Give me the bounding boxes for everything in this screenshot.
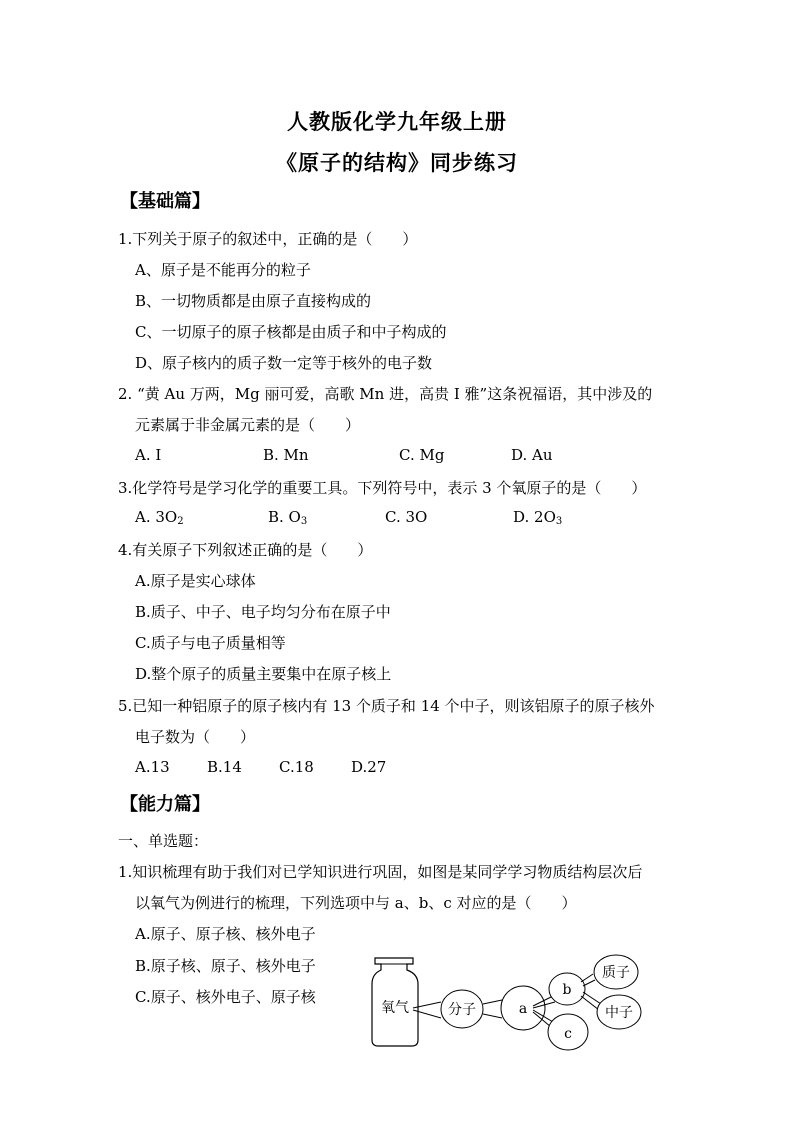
molecule-label: 分子: [448, 1002, 476, 1018]
basic-q1-option-b: B、一切物质都是由原子直接构成的: [135, 292, 372, 310]
basic-q2-option-d: D. Au: [511, 446, 553, 464]
basic-q4-stem: 4.有关原子下列叙述正确的是（ ）: [118, 541, 373, 559]
basic-q2-stem-line1: 2. “黄 Au 万两，Mg 丽可爱，高歌 Mn 进，高贵 I 雅”这条祝福语，其中涉及的: [118, 385, 653, 403]
neutron-label: 中子: [605, 1005, 633, 1021]
basic-q5-stem-line1: 5.已知一种铝原子的原子核内有 13 个质子和 14 个中子，则该铝原子的原子核外: [118, 697, 655, 715]
ability-section-heading: 【能力篇】: [120, 794, 210, 815]
connector-b-neutron-1: [581, 996, 599, 1010]
proton-label: 质子: [602, 965, 630, 981]
connector-molecule-a-top: [483, 1000, 502, 1004]
structure-diagram: [365, 952, 655, 1056]
basic-q4-option-d: D.整个原子的质量主要集中在原子核上: [135, 665, 392, 683]
basic-q5-option-b: B.14: [207, 758, 242, 776]
basic-q2-option-a: A. I: [135, 446, 162, 464]
basic-section-heading: 【基础篇】: [120, 191, 210, 212]
ability-q1-stem-line2: 以氧气为例进行的梳理，下列选项中与 a、b、c 对应的是（ ）: [135, 894, 577, 912]
ability-q1-option-a: A.原子、原子核、核外电子: [135, 925, 316, 943]
basic-q5-stem-line2: 电子数为（ ）: [135, 728, 256, 746]
basic-q3-option-b: B. $O_3$: [268, 508, 308, 527]
basic-q2-option-b: B. Mn: [263, 446, 309, 464]
basic-q4-option-a: A.原子是实心球体: [135, 572, 256, 590]
connector-bottle-molecule-top: [413, 1002, 441, 1008]
basic-q1-option-c: C、一切原子的原子核都是由质子和中子构成的: [135, 323, 447, 341]
connector-molecule-a-bottom: [483, 1014, 502, 1018]
node-c-label: c: [564, 1026, 572, 1042]
basic-q3-option-a: A. $3O_2$: [135, 508, 184, 527]
node-b-label: b: [562, 982, 572, 998]
basic-q3-stem: 3.化学符号是学习化学的重要工具。下列符号中，表示 3 个氧原子的是（ ）: [118, 479, 647, 497]
bottle-label: 氧气: [381, 1000, 409, 1016]
basic-q1-stem: 1.下列关于原子的叙述中，正确的是（ ）: [118, 230, 418, 248]
basic-q5-option-a: A.13: [135, 758, 170, 776]
ability-q1-option-b: B.原子核、原子、核外电子: [135, 957, 316, 975]
basic-q3-option-d: D. $2O_3$: [513, 508, 563, 527]
connector-b-proton-2: [583, 980, 595, 986]
basic-q4-option-c: C.质子与电子质量相等: [135, 634, 286, 652]
ability-q1-option-c: C.原子、核外电子、原子核: [135, 988, 316, 1006]
connector-bottle-molecule-bottom: [413, 1010, 441, 1018]
ability-subheading: 一、单选题：: [118, 832, 209, 850]
basic-q5-option-d: D.27: [351, 758, 387, 776]
basic-q2-option-c: C. Mg: [399, 446, 445, 464]
basic-q4-option-b: B.质子、中子、电子均匀分布在原子中: [135, 603, 391, 621]
basic-q1-option-a: A、原子是不能再分的粒子: [135, 261, 311, 279]
node-a-label: a: [518, 1001, 528, 1017]
basic-q1-option-d: D、原子核内的质子数一定等于核外的电子数: [135, 354, 433, 372]
basic-q5-option-c: C.18: [279, 758, 314, 776]
basic-q2-stem-line2: 元素属于非金属元素的是（ ）: [135, 416, 361, 434]
page-subtitle: 《原子的结构》同步练习: [276, 150, 518, 175]
ability-q1-stem-line1: 1.知识梳理有助于我们对已学知识进行巩固，如图是某同学学习物质结构层次后: [118, 863, 643, 881]
page-title: 人教版化学九年级上册: [287, 109, 507, 134]
connector-b-neutron-2: [583, 992, 601, 1004]
connector-b-proton-1: [581, 974, 593, 982]
basic-q3-option-c: C. 3O: [385, 508, 428, 526]
